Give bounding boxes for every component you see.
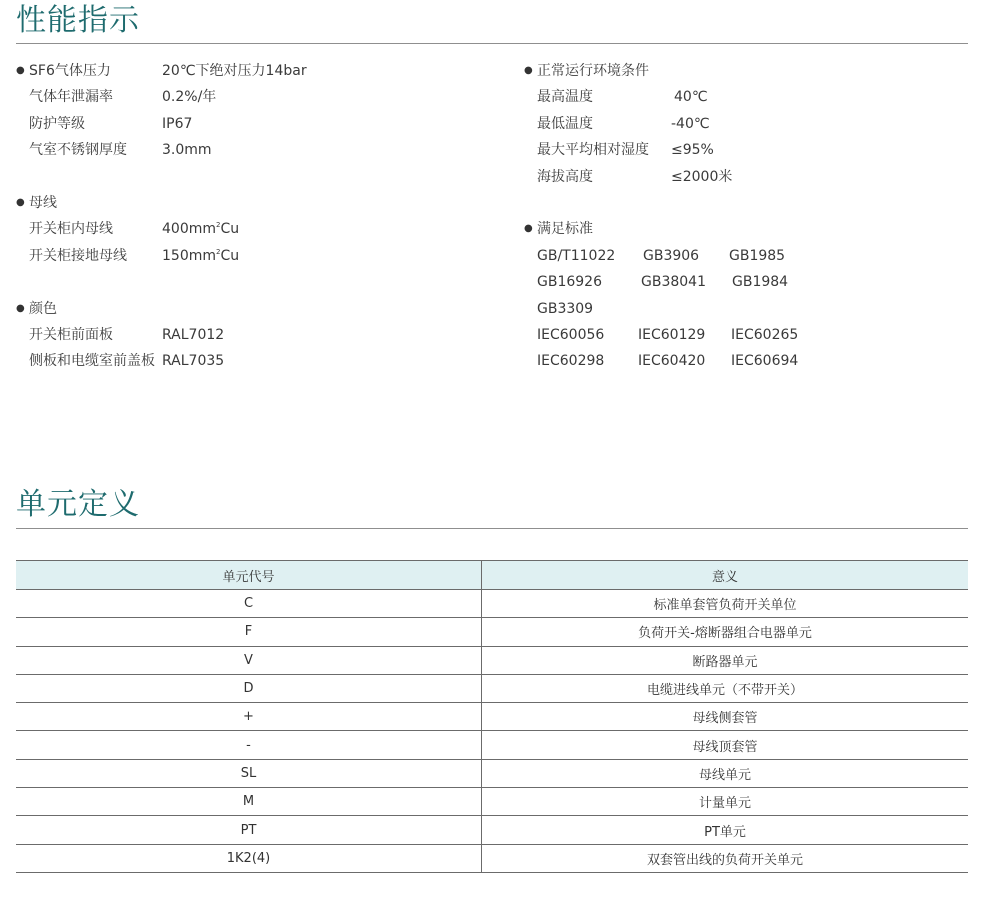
table-row (16, 844, 968, 872)
table-row (16, 674, 968, 702)
meaning-cell: 母线侧套管 (482, 703, 969, 731)
value-suffix: Cu (220, 221, 240, 238)
unit-code-cell: 1K2(4) (16, 844, 482, 872)
table-row (16, 618, 968, 646)
meaning-cell: 计量单元 (482, 788, 969, 816)
meaning-cell: 母线顶套管 (482, 731, 969, 759)
spec-row (524, 111, 968, 137)
spec-value: ≤95% (671, 142, 714, 159)
meaning-cell: 母线单元 (482, 759, 969, 787)
standard-code: IEC60694 (731, 353, 799, 370)
unit-code-cell: D (16, 674, 482, 702)
spec-row (16, 216, 486, 242)
standard-code: IEC60265 (731, 326, 799, 343)
unit-code-cell: M (16, 788, 482, 816)
standard-code: GB16926 (537, 274, 602, 291)
spec-label: 开关柜前面板 (29, 326, 113, 343)
standards-heading: 满足标准 (537, 221, 593, 238)
standards-row (524, 348, 968, 374)
meaning-cell: PT单元 (482, 816, 969, 844)
standard-code: GB1985 (729, 247, 786, 264)
spec-row (16, 348, 486, 374)
table-row (16, 731, 968, 759)
standards-row (524, 269, 968, 295)
performance-right-column (524, 58, 968, 375)
standard-code: GB1984 (732, 274, 789, 291)
spec-value: ≤2000米 (671, 168, 733, 185)
meaning-cell: 标准单套管负荷开关单位 (482, 590, 969, 618)
table-row (16, 646, 968, 674)
bullet-icon: ● (16, 65, 25, 76)
spec-label: 海拔高度 (537, 168, 593, 185)
standard-code: IEC60420 (638, 353, 706, 370)
spec-label: 侧板和电缆室前盖板 (29, 353, 155, 370)
table-row (16, 759, 968, 787)
spec-value: 40℃ (674, 89, 708, 106)
unit-code-cell: - (16, 731, 482, 759)
unit-code-cell: C (16, 590, 482, 618)
spec-value: IP67 (162, 115, 193, 132)
spec-label: 气体年泄漏率 (29, 89, 113, 106)
spec-row (16, 111, 486, 137)
standards-row (524, 243, 968, 269)
busbar-heading-row (16, 190, 486, 216)
table-header-row (16, 561, 968, 590)
spec-label: 最大平均相对湿度 (537, 142, 649, 159)
spec-value (162, 243, 239, 269)
performance-left-column (16, 58, 486, 375)
sf6-pressure-label: SF6气体压力 (29, 63, 111, 79)
standard-code: IEC60129 (638, 326, 706, 343)
unit-definition-divider (16, 528, 968, 529)
value-suffix: Cu (220, 247, 240, 264)
color-heading-row (16, 296, 486, 322)
spec-value: RAL7035 (162, 353, 225, 370)
sf6-pressure-value: 20℃下绝对压力14bar (162, 63, 307, 79)
column-header-meaning: 意义 (482, 561, 969, 590)
spec-label: 开关柜内母线 (29, 221, 113, 238)
standard-code: GB3309 (537, 300, 594, 317)
table-row (16, 816, 968, 844)
standard-code: IEC60056 (537, 326, 605, 343)
sf6-pressure-row (16, 58, 486, 84)
bullet-icon: ● (524, 65, 533, 76)
table-row (16, 788, 968, 816)
color-heading: 颜色 (29, 300, 57, 317)
unit-definition-title: 单元定义 (16, 487, 140, 522)
spec-label: 最低温度 (537, 115, 593, 132)
meaning-cell: 电缆进线单元（不带开关） (482, 674, 969, 702)
env-heading-row (524, 58, 968, 84)
unit-code-cell: V (16, 646, 482, 674)
spec-label: 气室不锈钢厚度 (29, 142, 127, 159)
value-main: 150mm (162, 247, 216, 264)
spec-row (524, 137, 968, 163)
table-row (16, 703, 968, 731)
spec-value: 0.2%/年 (162, 89, 217, 106)
spec-label: 最高温度 (537, 89, 593, 106)
spec-row (524, 164, 968, 190)
spec-value: RAL7012 (162, 326, 225, 343)
standard-code: GB3906 (643, 247, 700, 264)
unit-code-cell: F (16, 618, 482, 646)
standard-code: GB38041 (641, 274, 706, 291)
busbar-heading: 母线 (29, 194, 57, 211)
column-header-unit-code: 单元代号 (16, 561, 482, 590)
bullet-icon: ● (16, 302, 25, 314)
standards-heading-row (524, 216, 968, 242)
meaning-cell: 断路器单元 (482, 646, 969, 674)
meaning-cell: 双套管出线的负荷开关单元 (482, 844, 969, 872)
table-row (16, 590, 968, 618)
bullet-icon: ● (524, 223, 533, 235)
spec-row (16, 243, 486, 269)
standard-code: GB/T11022 (537, 247, 616, 264)
unit-code-cell: + (16, 703, 482, 731)
unit-code-cell: PT (16, 816, 482, 844)
spec-row (524, 84, 968, 110)
value-main: 400mm (162, 221, 216, 238)
standards-row (524, 322, 968, 348)
spec-label: 开关柜接地母线 (29, 247, 127, 264)
standards-row (524, 296, 968, 322)
bullet-icon: ● (16, 196, 25, 208)
performance-divider (16, 43, 968, 44)
performance-title: 性能指示 (16, 3, 140, 38)
meaning-cell: 负荷开关-熔断器组合电器单元 (482, 618, 969, 646)
spec-row (16, 84, 486, 110)
spec-row (16, 322, 486, 348)
env-heading: 正常运行环境条件 (537, 63, 649, 79)
spec-label: 防护等级 (29, 115, 85, 132)
unit-definition-table (16, 560, 968, 873)
spec-value: 3.0mm (162, 142, 212, 159)
unit-code-cell: SL (16, 759, 482, 787)
spec-value: -40℃ (671, 115, 710, 132)
standard-code: IEC60298 (537, 353, 605, 370)
value-superscript: 2 (216, 221, 221, 230)
spec-row (16, 137, 486, 163)
value-superscript: 2 (216, 247, 221, 256)
spec-value (162, 216, 239, 242)
